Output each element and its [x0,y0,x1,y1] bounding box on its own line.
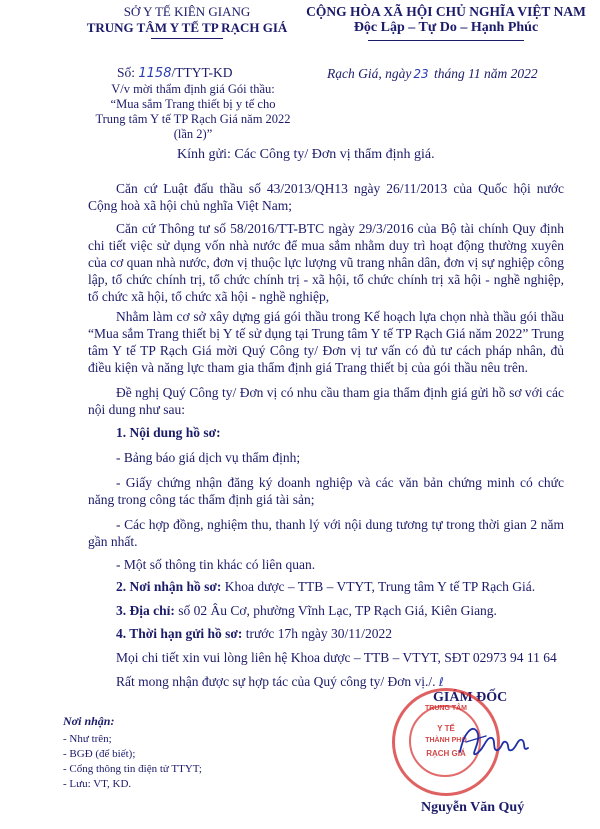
subject [88,82,298,142]
date-prefix: Rạch Giá, ngày [327,66,412,81]
org-parent: SỞ Y TẾ KIÊN GIANG [123,4,251,19]
paragraph-2: Căn cứ Thông tư số 58/2016/TT-BTC ngày 29/3/2016 của Bộ tài chính Quy định chi tiết việc sử dụng vốn nhà nước để mua sắm nhằm duy trì hoạt động thường xuyên của cơ quan nhà nước, đơn vị thuộc lực lượng vũ trang nhân dân, đơn vị sự nghiệp công lập, tổ chức chính trị, tổ chức chính trị - xã hội, tổ chức chính trị xã hội - nghề nghiệp, tổ chức xã hội, tổ chức xã hội - nghề nghiệp, [88,221,564,304]
recipients-list [63,732,202,792]
motto: Độc Lập – Tự Do – Hạnh Phúc [353,20,539,35]
section-2 [116,579,535,595]
doc-number [117,65,232,81]
signer-name: Nguyễn Văn Quý [421,800,525,815]
section-4-value: trước 17h ngày 30/11/2022 [242,626,393,641]
signer-title: GIÁM ĐỐC [433,690,508,705]
recipients-title: Nơi nhận: [63,714,115,728]
section-1-item-1: - Bảng báo giá dịch vụ thẩm định; [116,450,301,465]
paragraph-3: Nhằm làm cơ sở xây dựng giá gói thầu trong Kế hoạch lựa chọn nhà thầu gói thầu “Mua sắm Trang thiết bị Y tế sử dụng tại Trung tâm Y tế TP Rạch Giá năm 2022” Trung tâm Y tế TP Rạch Giá mời Quý Công ty/ Đơn vị tư vấn có đủ tư cách pháp nhân, đủ điều kiện và năng lực tham gia thẩm định giá Trang thiết bị của gói thầu nêu trên. [88,309,564,375]
seal-text-2: Y TẾ [437,724,455,733]
section-1-item-4: - Một số thông tin khác có liên quan. [116,557,316,572]
org-underline [151,38,223,39]
section-4 [116,626,392,642]
recipient-item: - Như trên; [63,733,112,745]
section-1-item-2: - Giấy chứng nhận đăng ký doanh nghiệp và các văn bản chứng minh có chức năng trong công tác thẩm định giá tài sản; [88,475,564,507]
contact-line: Mọi chi tiết xin vui lòng liên hệ Khoa dược – TTB – VTYT, SĐT 02973 94 11 64 [116,650,557,665]
date-day-handwritten: 23 [413,67,429,81]
section-2-value: Khoa dược – TTB – VTYT, Trung tâm Y tế TP Rạch Giá. [221,579,536,594]
recipient-item: - BGĐ (để biết); [63,748,136,760]
paragraph-4: Đề nghị Quý Công ty/ Đơn vị có nhu cầu tham gia thẩm định giá gửi hồ sơ với các nội dung như sau: [88,385,564,417]
closing-handwritten-mark: ℓ [438,675,444,689]
section-3 [116,603,497,619]
recipient-item: - Lưu: VT, KD. [63,778,132,790]
subject-line-1: V/v mời thẩm định giá Gói thầu: [111,82,275,96]
org-name: TRUNG TÂM Y TẾ TP RẠCH GIÁ [86,20,288,35]
section-3-value: số 02 Âu Cơ, phường Vĩnh Lạc, TP Rạch Giá, Kiên Giang. [174,603,497,618]
doc-number-handwritten: 1158 [138,66,172,81]
section-3-label: 3. Địa chỉ: [116,603,175,618]
date-suffix: tháng 11 năm 2022 [430,66,538,81]
section-2-label: 2. Nơi nhận hồ sơ: [116,579,222,594]
paragraph-1: Căn cứ Luật đấu thầu số 43/2013/QH13 ngày 26/11/2013 của Quốc hội nước Cộng hoà xã hội chủ nghĩa Việt Nam; [88,181,564,213]
handwritten-signature [452,712,532,768]
addressee: Kính gửi: Các Công ty/ Đơn vị thẩm định giá. [177,147,435,162]
section-4-label: 4. Thời hạn gửi hồ sơ: [116,626,243,641]
subject-line-2: “Mua sắm Trang thiết bị y tế cho [110,97,276,111]
subject-line-3: Trung tâm Y tế TP Rạch Giá năm 2022 (lần 2)” [95,112,291,141]
country-name: CỘNG HÒA XÃ HỘI CHỦ NGHĨA VIỆT NAM [306,4,586,19]
section-1-title: 1. Nội dung hồ sơ: [116,425,221,440]
doc-number-suffix: /TTYT-KD [171,65,233,80]
seal-text-4: RẠCH GIÁ [426,749,466,758]
section-1-item-3: - Các hợp đồng, nghiệm thu, thanh lý với nội dung tương tự trong thời gian 2 năm gần nhất. [88,517,564,549]
motto-underline [368,40,524,41]
seal-text-3: THÀNH PHỐ [425,737,467,744]
closing-text: Rất mong nhận được sự hợp tác của Quý công ty/ Đơn vị./. [116,674,436,689]
seal-text-1: TRUNG TÂM [425,705,467,712]
recipient-item: - Cổng thông tin điện tử TTYT; [63,763,202,775]
doc-number-prefix: Số: [117,65,139,80]
closing-line [116,674,444,690]
doc-date [327,66,538,82]
